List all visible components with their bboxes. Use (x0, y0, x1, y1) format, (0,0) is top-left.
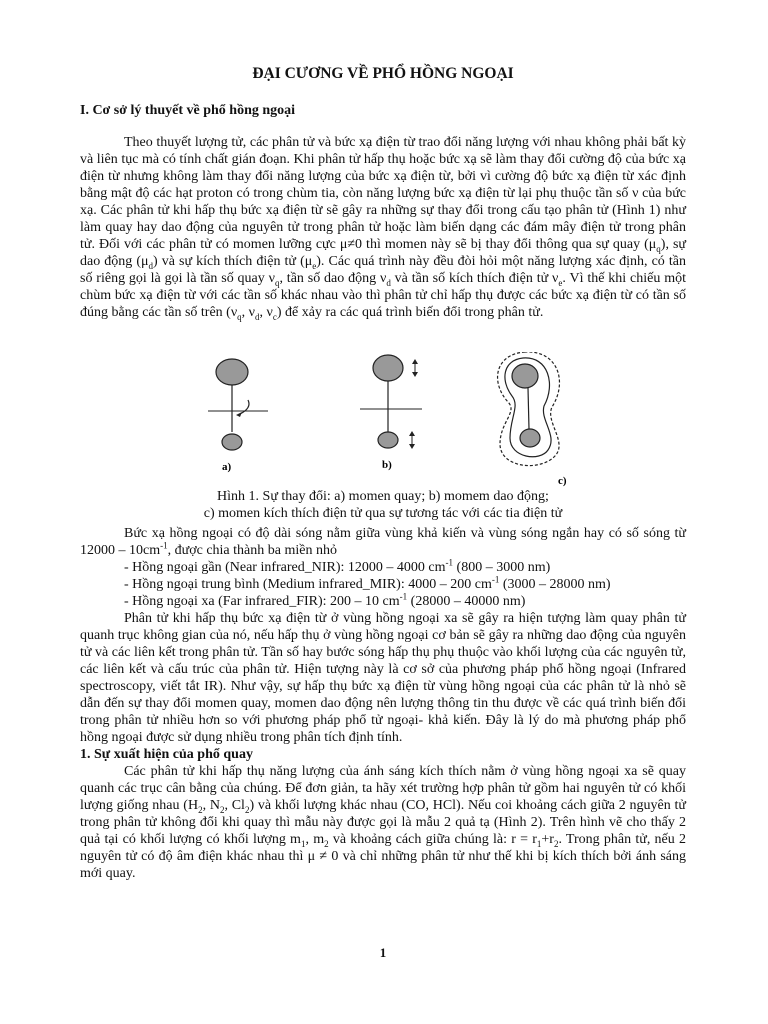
list-item-nir: - Hồng ngoại gần (Near infrared_NIR): 12000 – 4000 $cm^{-1}$ (800 – 3000 nm) (124, 557, 551, 575)
list-item-fir: - Hồng ngoại xa (Far infrared_FIR): 200 – 10 $cm^{-1}$ (28000 – 40000 nm) (124, 591, 526, 609)
figure-label-b: b) (382, 459, 392, 471)
paragraph-ir-range: Bức xạ hồng ngoại có độ dài sóng nằm giữa vùng khả kiến và vùng sóng ngắn hay có số sóng từ $12000 - 10cm^{-1}$, được chia thành ba miền nhỏ (80, 526, 686, 558)
paragraph-theory: Theo thuyết lượng tử, các phân tử và bức xạ điện từ trao đổi năng lượng với nhau không phải bất kỳ và liên tục mà có tính chất gián đoạn. Khi phân tử hấp thụ hoặc bức xạ sẽ làm thay đổi cường độ của bức xạ điện từ nhưng không làm thay đổi năng lượng của bức xạ điện từ, bởi vì cường độ bức xạ điện từ xác định bằng mật độ các hạt proton có trong chùm tia, còn năng lượng bức xạ điện từ lại phụ thuộc tần số ν của bức xạ. Các phân tử khi hấp thụ bức xạ điện từ sẽ gây ra những sự thay đổi trong cấu tạo phân tử (Hình 1) như làm quay hay dao động của nguyên tử trong phân tử hoặc làm biến dạng các đám mây điện tử trong phân tử. Đối với các phân tử có momen lưỡng cực μ≠0 thì momen này sẽ bị thay đổi thông qua sự quay $(\mu_q)$, sự dao động $(\mu_d)$ và sự kích thích điện tử $(\mu_e)$. Các quá trình này đều đòi hỏi một năng lượng xác định, có tần số riêng gọi là gọi là tần số quay $\nu_q$, tần số dao động $\nu_d$ và tần số kích thích điện tử $\nu_e$. Vì thế khi chiếu một chùm bức xạ điện từ với các tần số khác nhau vào thì phân tử chỉ hấp thụ được các bức xạ điện từ có tần số đúng bằng các tần số trên ($\nu_q$, $\nu_d$, $\nu_c$) để xảy ra các quá trình biến đổi trong phân tử. (80, 135, 686, 322)
paragraph-absorption: Phân tử khi hấp thụ bức xạ điện từ ở vùng hồng ngoại xa sẽ gây ra hiện tượng làm quay phân tử quanh trục không gian của nó, nếu hấp thụ ở vùng hồng ngoại cơ bản sẽ gây ra những dao động của nguyên tử và các liên kết trong phân tử. Tần số hay bước sóng hấp thụ phụ thuộc vào khối lượng của các nguyên tử, các liên kết và cấu trúc của phân tử. Hiện tượng này là cơ sở của phương pháp phổ hồng ngoại (Infrared spectroscopy, viết tắt IR). Như vậy, sự hấp thụ bức xạ điện từ vùng hồng ngoại của các phân tử là nhỏ sẽ dẫn đến sự thay đổi momen quay, momen dao động nên lượng thông tin thu được về các quá trình biến đổi trong phân tử nhiều hơn so với phương pháp phổ tử ngoại- khả kiến. Đây là lý do mà phương pháp phổ hồng ngoại được sử dụng nhiều trong phân tích định tính. (80, 611, 686, 745)
list-item-mir: - Hồng ngoại trung bình (Medium infrared_MIR): 4000 – 200 $cm^{-1}$ (3000 – 28000 nm) (124, 574, 611, 592)
page-number: 1 (379, 945, 387, 960)
figure-label-c: c) (558, 475, 567, 487)
molecule-vibration-diagram (360, 355, 422, 471)
page-title: ĐẠI CƯƠNG VỀ PHỔ HỒNG NGOẠI (252, 65, 514, 82)
section-heading-1: I. Cơ sở lý thuyết về phổ hồng ngoại (80, 103, 296, 118)
electron-cloud-diagram (498, 352, 567, 487)
section-heading-2: 1. Sự xuất hiện của phổ quay (80, 747, 253, 762)
figure-1-caption (80, 488, 686, 522)
text-block-2 (80, 525, 686, 882)
paragraph-rotation: Các phân tử khi hấp thụ năng lượng của ánh sáng kích thích nằm ở vùng hồng ngoại xa sẽ quay quanh các trục cân bằng của chúng. Để đơn giản, ta hãy xét trường hợp phân tử gồm hai nguyên tử có khối lượng giống nhau ($H_2$, $N_2$, $Cl_2$) và khối lượng khác nhau (CO, HCl). Nếu coi khoảng cách giữa 2 nguyên tử trong phân tử không đổi khi quay thì mẫu này được gọi là mẫu 2 quả tạ (Hình 2). Trên hình vẽ cho thấy 2 quả tại có khối lượng có khối lượng $m_1$, $m_2$ và khoảng cách giữa chúng là: $r = r_1+r_2$. Trong phân tử, nếu 2 nguyên tử có độ âm điện khác nhau thì μ ≠ 0 và chỉ những phân tử như thế khi bị kích thích bởi ánh sáng mới quay. (80, 764, 687, 881)
caption-line-1: Hình 1. Sự thay đổi: a) momen quay; b) momem dao động; (217, 489, 549, 504)
figure-1 (200, 352, 590, 488)
figure-label-a: a) (222, 461, 232, 473)
molecule-rotation-diagram (208, 359, 268, 473)
figure-1-drawing (200, 352, 590, 488)
caption-line-2: c) momen kích thích điện tử qua sự tương tác với các tia điện tử (203, 506, 563, 521)
